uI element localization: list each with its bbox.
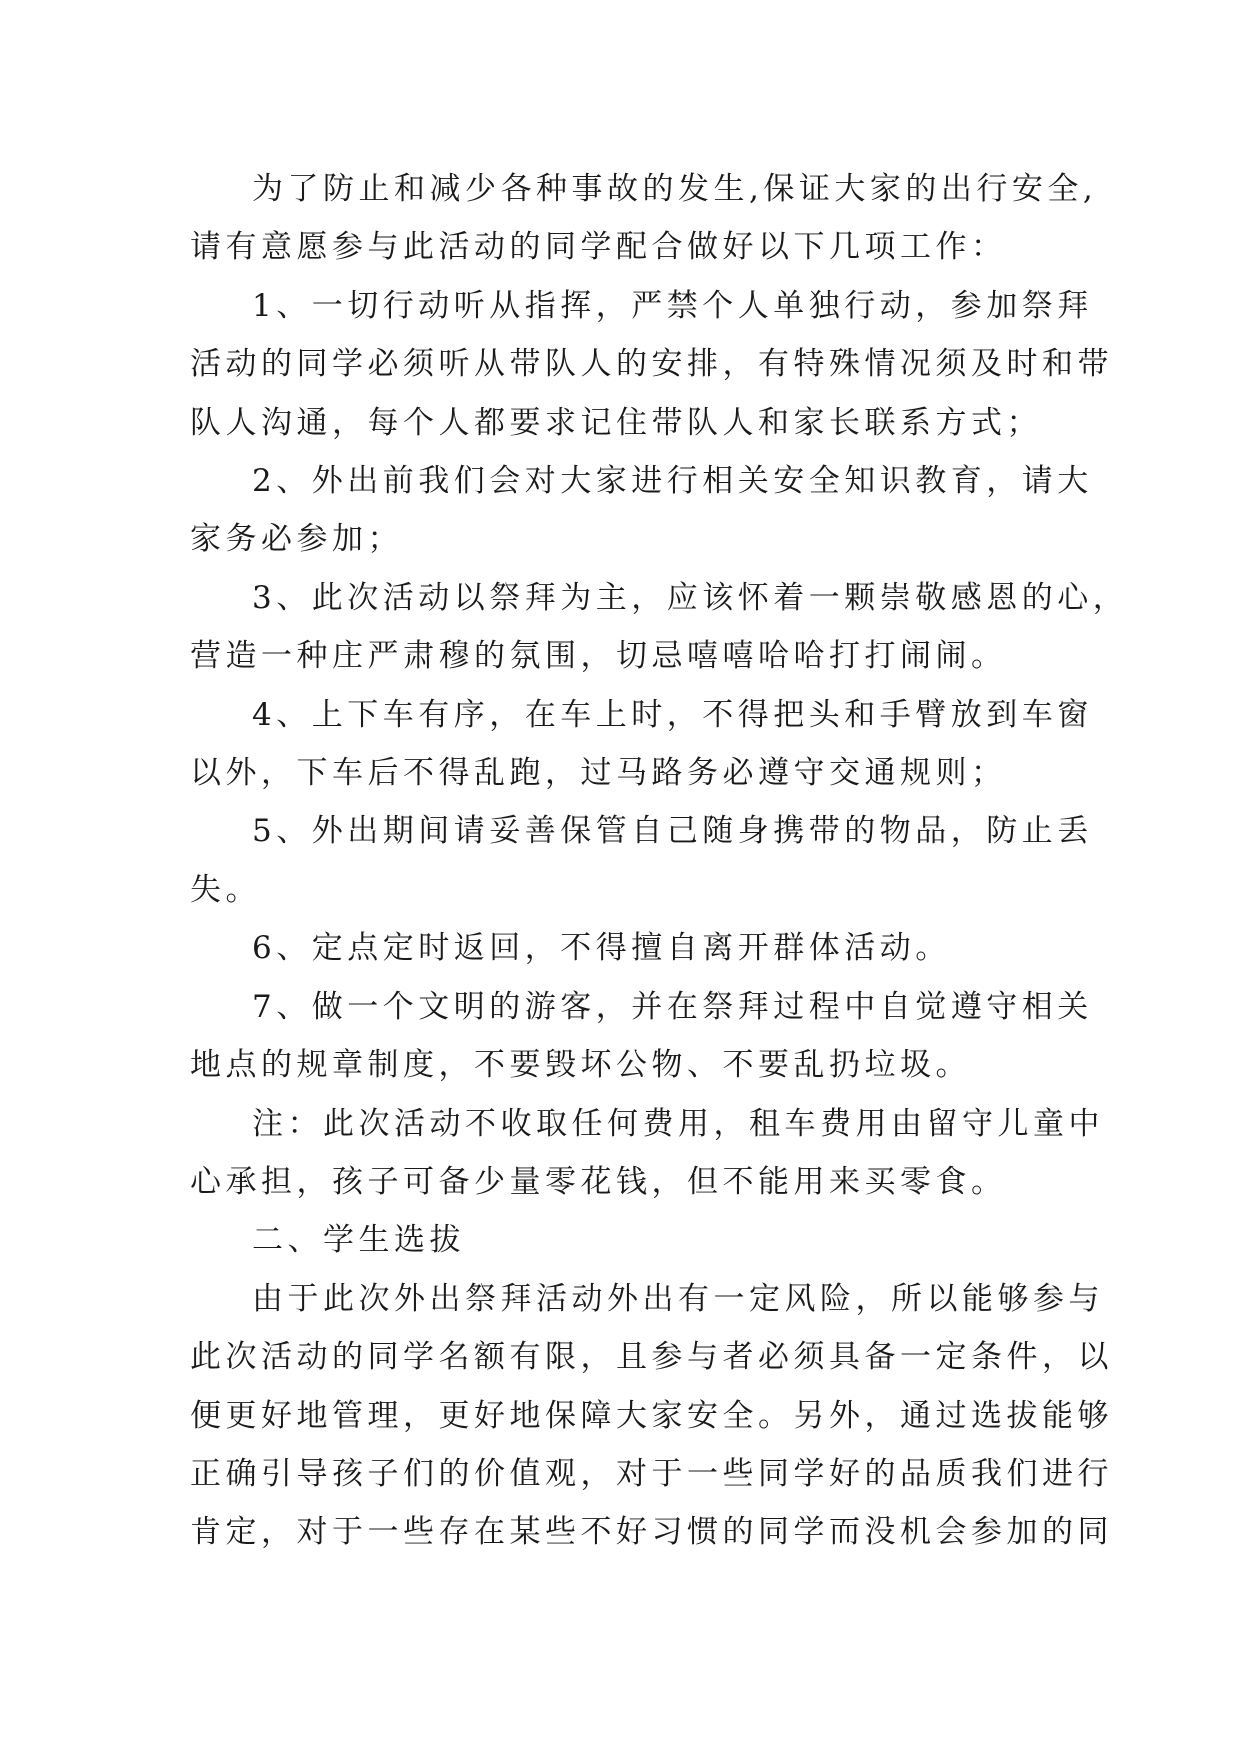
paragraph-intro <box>190 160 1098 277</box>
text-line: 请有意愿参与此活动的同学配合做好以下几项工作： <box>190 229 1007 266</box>
text-line: 二、学生选拔 <box>252 1222 465 1259</box>
text-line: 为了防止和减少各种事故的发生,保证大家的出行安全, <box>252 171 1098 207</box>
text-line: 队人沟通，每个人都要求记住带队人和家长联系方式； <box>190 404 1042 441</box>
paragraph-note <box>190 1095 1104 1212</box>
paragraph-rule-6 <box>190 919 1090 977</box>
text-line: 便更好地管理，更好地保障大家安全。另外，通过选拔能够 <box>190 1397 1113 1434</box>
text-line: 肯定，对于一些存在某些不好习惯的同学而没机会参加的同 <box>190 1514 1113 1551</box>
text-line: 5、外出期间请妥善保管自己随身携带的物品，防止丢 <box>252 813 1093 850</box>
text-line: 2、外出前我们会对大家进行相关安全知识教育，请大 <box>252 463 1093 500</box>
text-line: 家务必参加； <box>190 521 403 558</box>
paragraph-rule-4 <box>190 686 1093 803</box>
paragraph-selection <box>190 1270 1113 1562</box>
paragraph-rule-3 <box>190 569 1129 686</box>
text-line: 6、定点定时返回，不得擅自离开群体活动。 <box>252 930 951 967</box>
text-line: 7、做一个文明的游客，并在祭拜过程中自觉遵守相关 <box>252 988 1093 1025</box>
text-line: 3、此次活动以祭拜为主，应该怀着一颗崇敬感恩的心， <box>252 579 1129 616</box>
text-line: 此次活动的同学名额有限，且参与者必须具备一定条件，以 <box>190 1339 1113 1376</box>
text-line: 心承担，孩子可备少量零花钱，但不能用来买零食。 <box>190 1163 1007 1200</box>
text-line: 地点的规章制度，不要毁坏公物、不要乱扔垃圾。 <box>190 1047 971 1084</box>
text-line: 4、上下车有序，在车上时，不得把头和手臂放到车窗 <box>252 696 1093 733</box>
text-line: 以外，下车后不得乱跑，过马路务必遵守交通规则； <box>190 755 1007 792</box>
text-line: 活动的同学必须听从带队人的安排，有特殊情况须及时和带 <box>190 346 1113 383</box>
paragraph-rule-5 <box>190 802 1093 919</box>
text-line: 由于此次外出祭拜活动外出有一定风险，所以能够参与 <box>252 1280 1104 1317</box>
text-line: 1、一切行动听从指挥，严禁个人单独行动，参加祭拜 <box>252 287 1093 324</box>
paragraph-rule-2 <box>190 452 1093 569</box>
paragraph-rule-7 <box>190 978 1093 1095</box>
section-heading-student-selection <box>190 1211 1090 1269</box>
text-line: 失。 <box>190 871 261 908</box>
text-line: 注：此次活动不收取任何费用，租车费用由留守儿童中 <box>252 1105 1104 1142</box>
text-line: 营造一种庄严肃穆的氛围，切忌嘻嘻哈哈打打闹闹。 <box>190 638 1007 675</box>
text-line: 正确引导孩子们的价值观，对于一些同学好的品质我们进行 <box>190 1455 1113 1492</box>
document-body <box>190 160 1129 1562</box>
paragraph-rule-1 <box>190 277 1113 452</box>
